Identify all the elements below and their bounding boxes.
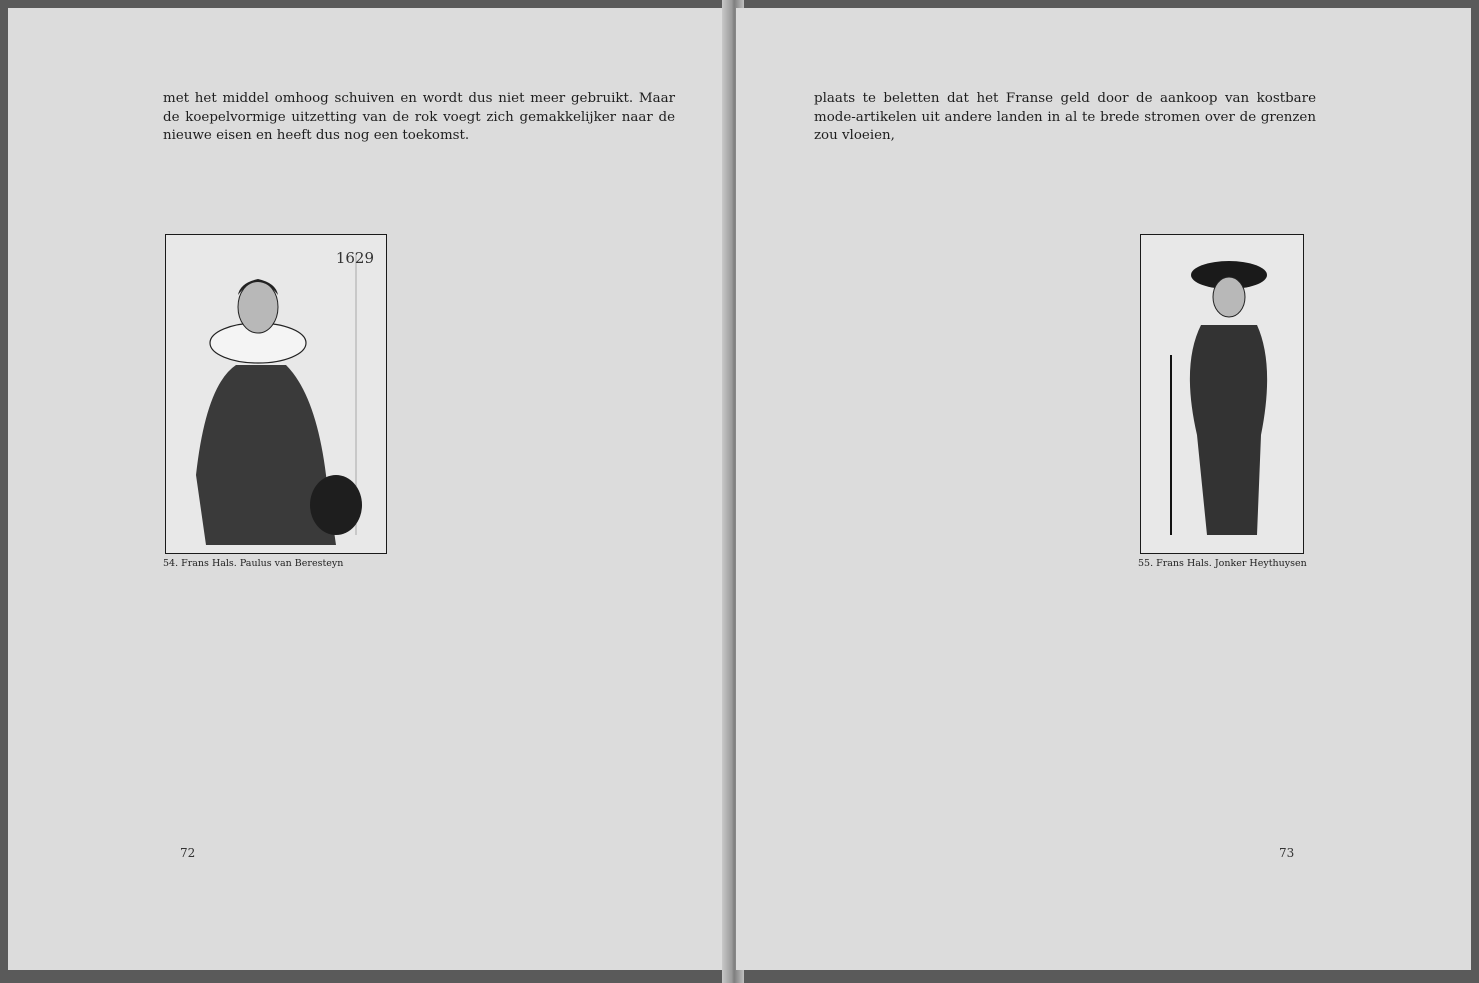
plate-jonker-heythuysen [1140,234,1304,554]
plate-paulus-van-beresteyn [165,234,387,554]
portrait-illustration [1141,235,1302,552]
page-number: 73 [1279,846,1295,860]
paragraph: met het middel omhoog schuiven en wordt dus niet meer gebruikt. Maar de koepelvormige uitzetting van de rok voegt zich gemakkelijker naar de nieuwe eisen en heeft dus nog een toekomst. [163,91,675,143]
paragraph: plaats te beletten dat het Franse geld door de aankoop van kostbare mode-artikelen uit andere landen in al te brede stromen over de grenzen zou vloeien, [814,91,1316,143]
plate-caption: 55. Frans Hals. Jonker Heythuysen [1138,558,1307,569]
plate-year: 1629 [335,249,374,267]
right-page [736,8,1471,970]
portrait-illustration [166,235,385,552]
left-page-text [163,90,675,146]
right-page-text [814,90,1316,146]
plate-caption: 54. Frans Hals. Paulus van Beresteyn [163,558,344,569]
left-page [8,8,730,970]
page-number: 72 [180,846,196,860]
